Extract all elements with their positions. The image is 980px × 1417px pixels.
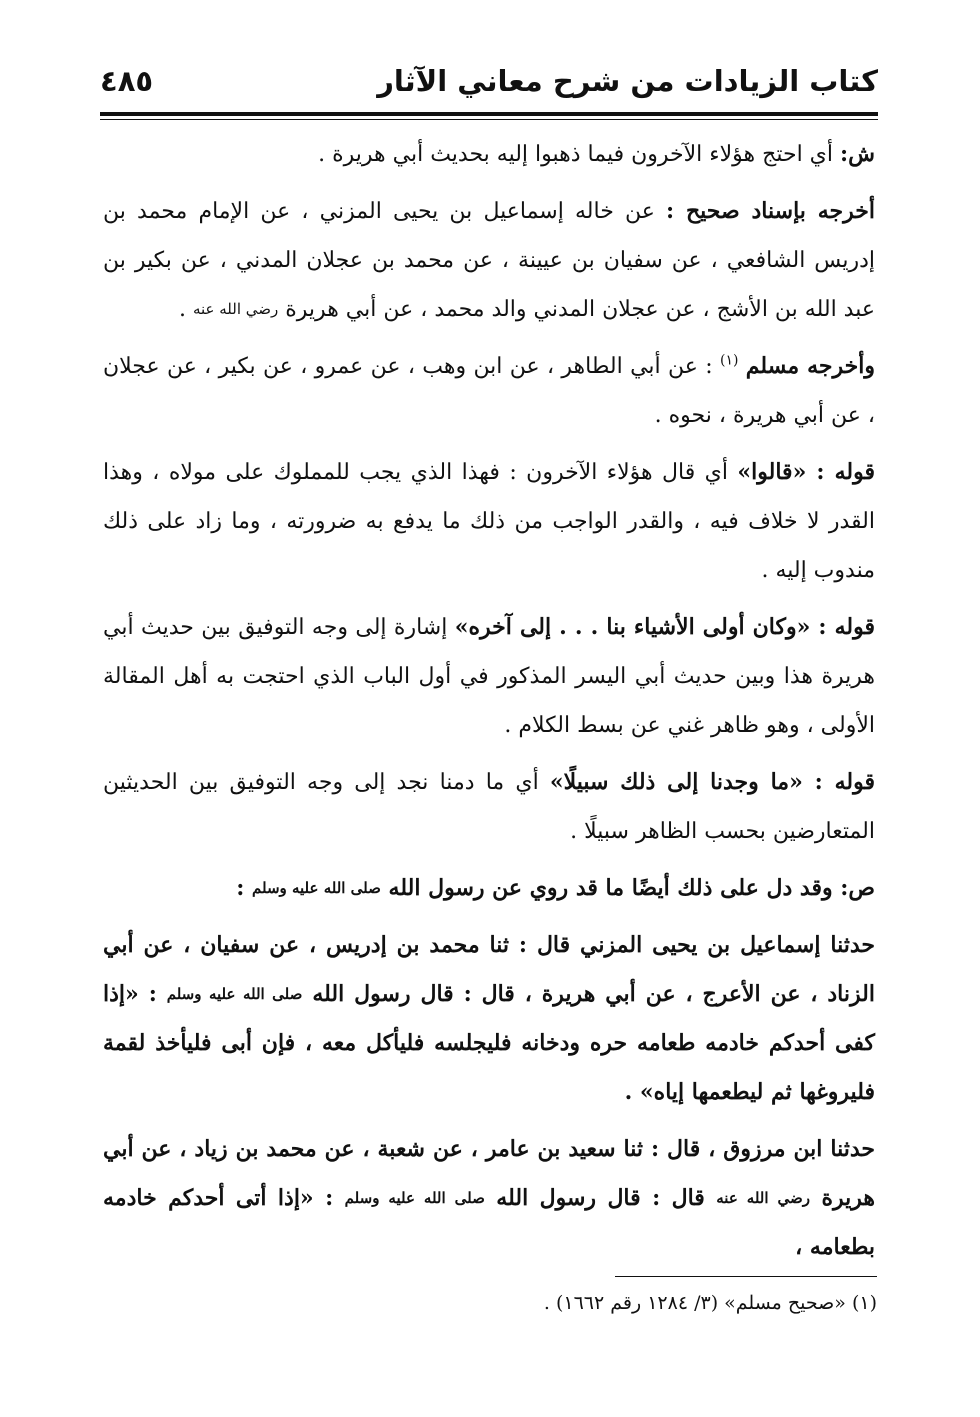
header-rule — [100, 112, 878, 116]
paragraph-sabil — [103, 758, 875, 856]
book-title: كتاب الزيادات من شرح معاني الآثار — [377, 64, 878, 98]
paragraph-text: حدثنا ابن مرزوق ، قال : ثنا سعيد بن عامر ، عن شعبة ، عن محمد بن زياد ، عن أبي هريرة — [103, 1136, 875, 1211]
paragraph-text: ص: وقد دل على ذلك أيضًا ما قد روي عن رسول الله — [388, 875, 875, 901]
honorific-glyph: رضي الله عنه — [192, 300, 279, 318]
footnote: (١) «صحيح مسلم» (٣/ ١٢٨٤ رقم ١٦٦٢) . — [543, 1292, 877, 1314]
paragraph-lead: وأخرجه مسلم — [745, 353, 875, 379]
footnote-rule — [615, 1276, 877, 1277]
paragraph-text-end: : «إذا أتى أحدكم خادمه بطعامه ، — [103, 1185, 875, 1260]
honorific-glyph: صلى الله عليه وسلم — [252, 879, 381, 897]
paragraph-text: إشارة إلى وجه التوفيق بين حديث أبي هريرة هذا وبين حديث أبي اليسر المذكور في أول الباب الذي احتجت به أهل المقالة الأولى ، وهو ظاهر غني عن بسط الكلام . — [103, 615, 875, 738]
paragraph-takhrij — [103, 187, 875, 334]
main-text — [103, 130, 875, 1280]
paragraph-text-cont: قال : قال رسول الله — [496, 1185, 717, 1211]
paragraph-lead: قوله : «ما وجدنا إلى ذلك سبيلًا» — [549, 769, 875, 795]
paragraph-text-cont: : «إذا كفى أحدكم خادمه طعامه حره ودخانه فليجلسه فليأكل معه ، فإن أبى فليأخذ لقمة فليروغها ثم ليطعمها إياه» . — [103, 981, 875, 1105]
page-number: ٤٨٥ — [100, 64, 154, 98]
paragraph-text: : عن أبي الطاهر ، عن ابن وهب ، عن عمرو ، عن بكير ، عن عجلان ، عن أبي هريرة ، نحوه . — [103, 354, 875, 428]
paragraph-lead: قوله : «قالوا» — [737, 459, 875, 485]
honorific-glyph: صلى الله عليه وسلم — [166, 985, 303, 1003]
paragraph-qalu — [103, 448, 875, 595]
header-rule-thin — [100, 119, 878, 120]
paragraph-awla — [103, 603, 875, 750]
honorific-glyph: رضي الله عنه — [716, 1189, 810, 1207]
honorific-glyph: صلى الله عليه وسلم — [344, 1189, 485, 1207]
paragraph-end: : — [236, 875, 252, 901]
paragraph-hadith-2 — [103, 1125, 875, 1272]
paragraph-text: أي ما دمنا نجد إلى وجه التوفيق بين الحديثين المتعارضين بحسب الظاهر سبيلًا . — [103, 770, 875, 844]
paragraph-text: عن خاله إسماعيل بن يحيى المزني ، عن الإمام محمد بن إدريس الشافعي ، عن سفيان بن عيينة ، عن محمد بن عجلان المدني ، عن بكير بن عبد الله بن الأشج ، عن عجلان المدني والد محمد ، عن أبي هريرة — [103, 199, 875, 322]
paragraph-sharh — [103, 130, 875, 179]
paragraph-hadith-1 — [103, 921, 875, 1117]
footnote-marker[interactable]: (١) — [719, 352, 739, 369]
paragraph-text: أي قال هؤلاء الآخرون : فهذا الذي يجب للمملوك على مولاه ، وهذا القدر لا خلاف فيه ، والقدر الواجب من ذلك ما يدفع به ضرورته ، وما زاد على ذلك مندوب إليه . — [103, 460, 875, 583]
paragraph-lead: قوله : «وكان أولى الأشياء بنا . . . إلى آخره» — [454, 614, 875, 640]
paragraph-text: أي احتج هؤلاء الآخرون فيما ذهبوا إليه بحديث أبي هريرة . — [318, 142, 841, 167]
paragraph-matn-intro — [103, 864, 875, 913]
paragraph-end: . — [178, 297, 193, 322]
running-header — [100, 60, 878, 112]
paragraph-lead: ش: — [840, 141, 875, 167]
paragraph-text: حدثنا إسماعيل بن يحيى المزني قال : ثنا محمد بن إدريس ، عن سفيان ، عن أبي الزناد ، عن الأعرج ، عن أبي هريرة ، قال : قال رسول الله — [103, 932, 875, 1007]
paragraph-muslim — [103, 342, 875, 440]
paragraph-lead: أخرجه بإسناد صحيح : — [666, 198, 875, 224]
